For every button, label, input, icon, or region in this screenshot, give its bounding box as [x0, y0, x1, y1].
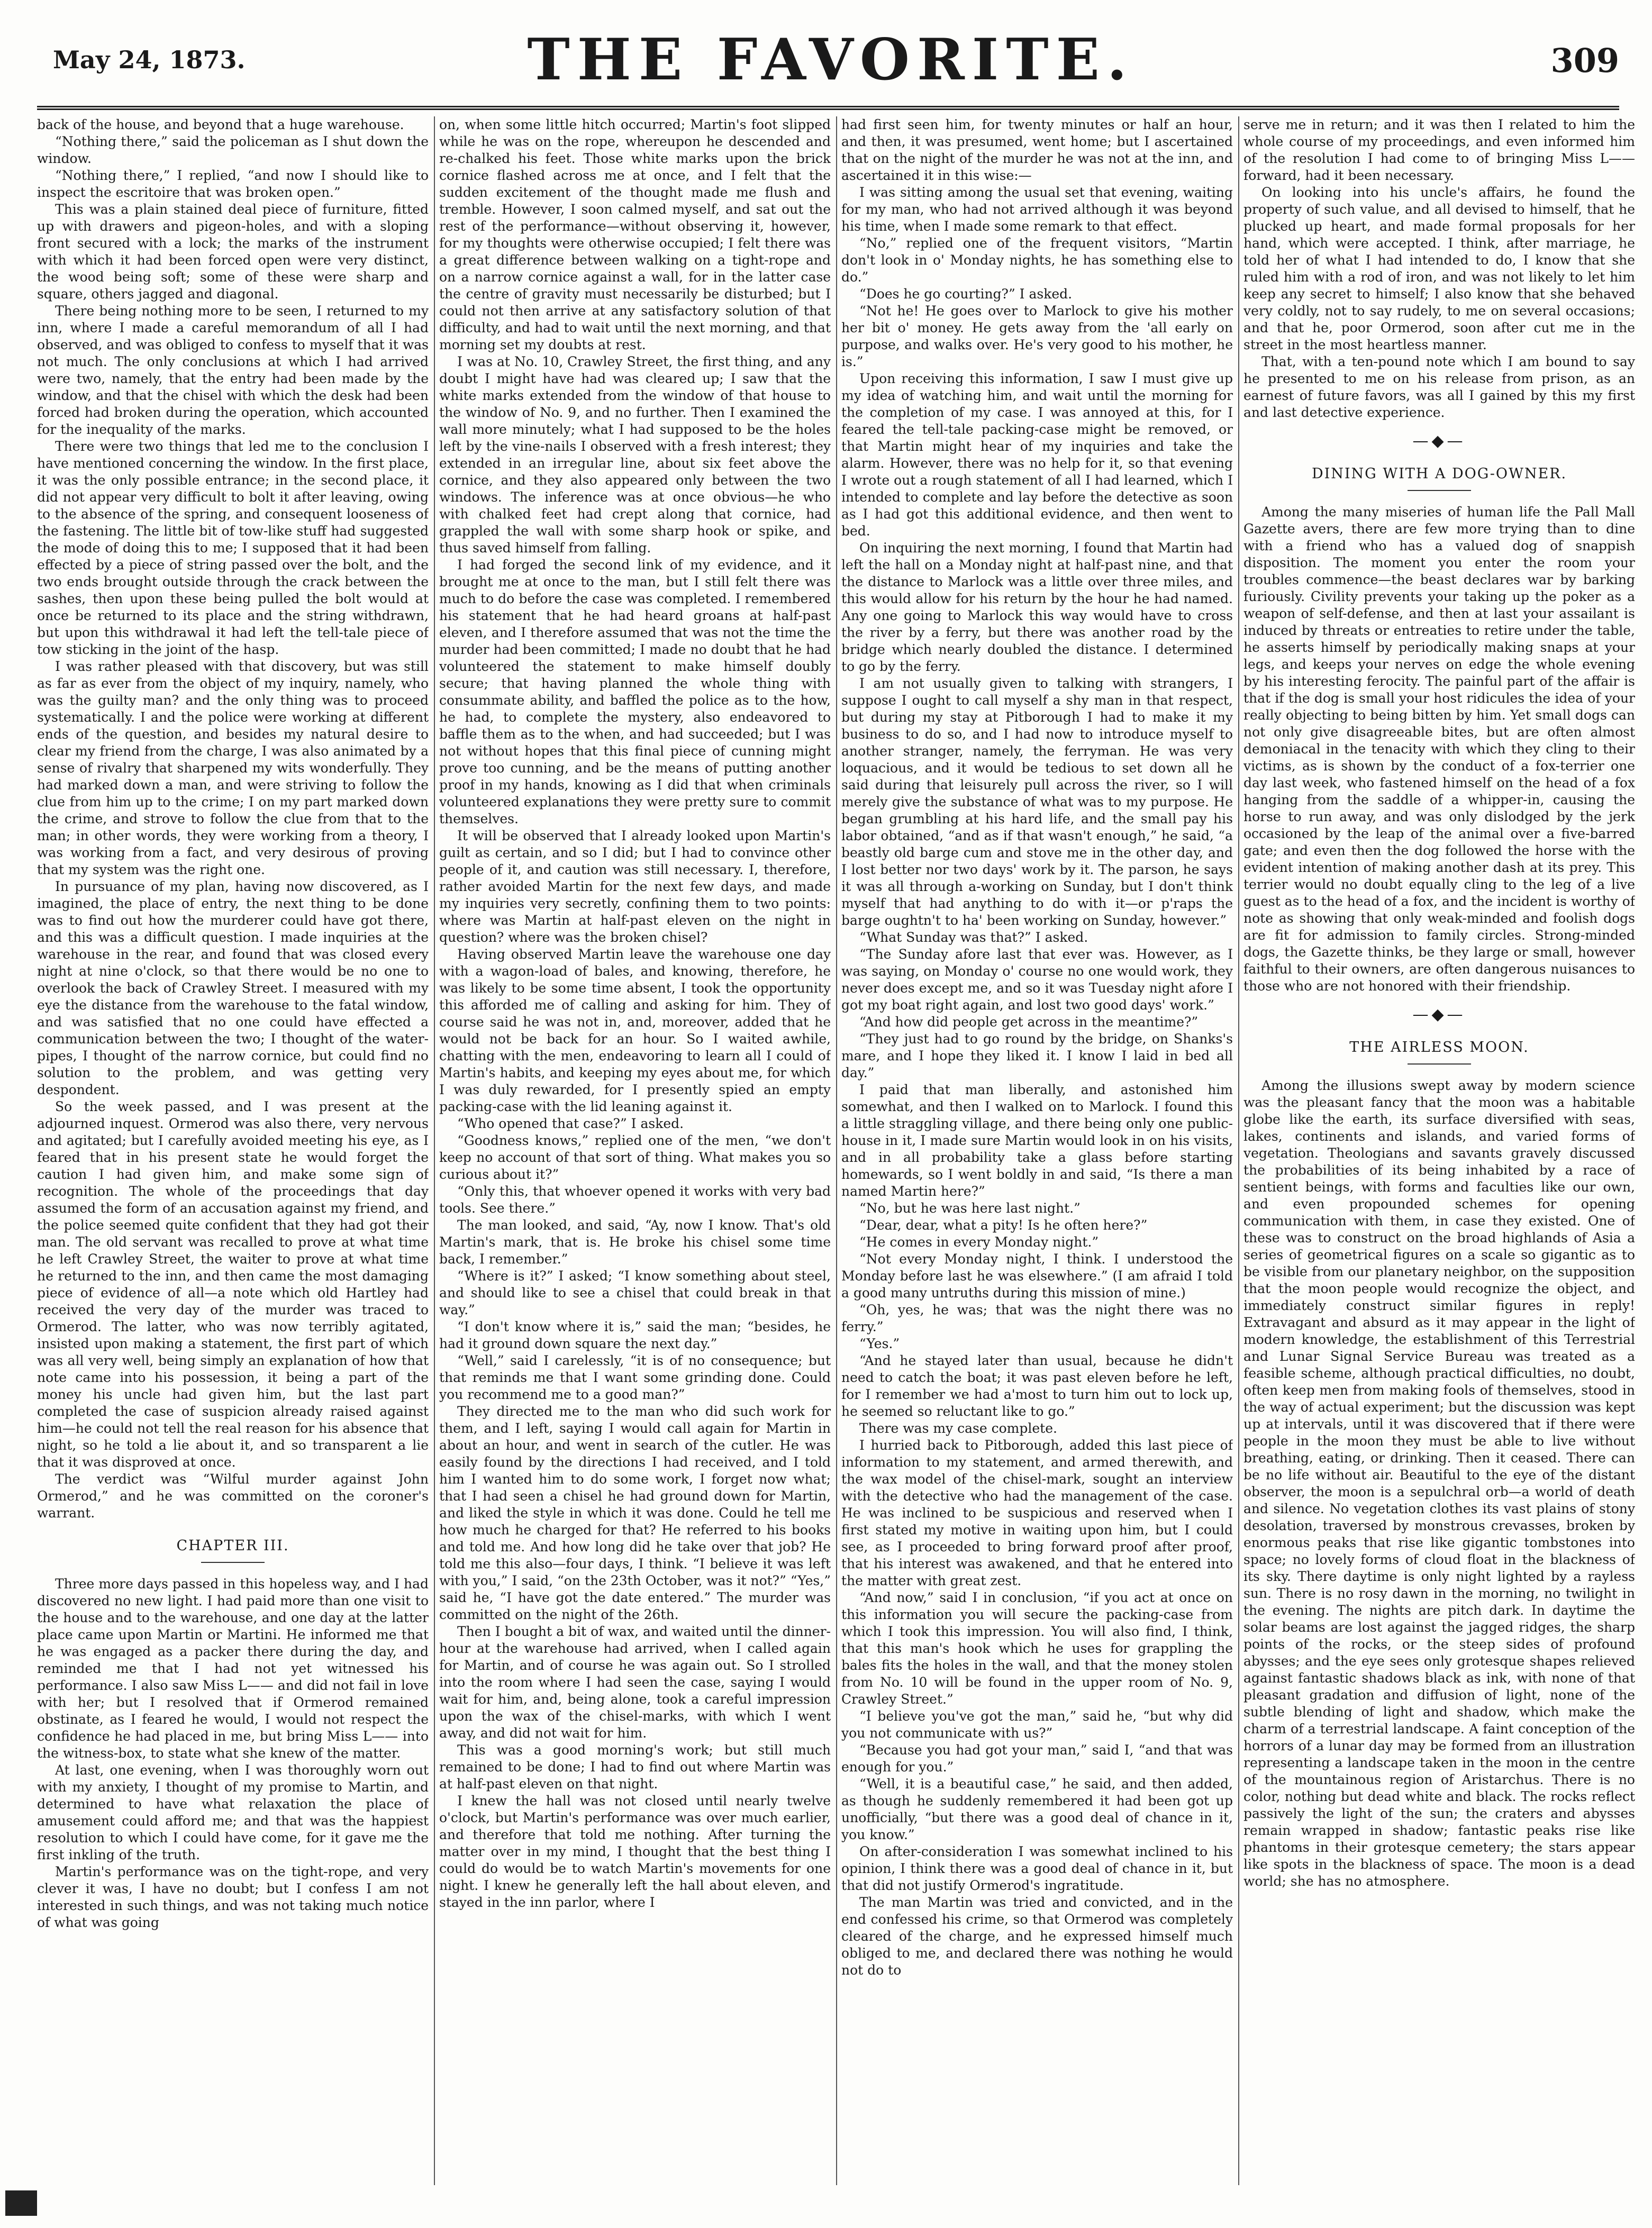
paragraph: “They just had to go round by the bridge, on Shanks's mare, and I hope they liked it. I know I laid in bed all day.”: [841, 1031, 1233, 1080]
paragraph: “And he stayed later than usual, because he didn't need to catch the boat; it was past eleven before he left, for I remember we had a'most to turn him out to lock up, he seemed so reluctant like to go.”: [841, 1353, 1233, 1419]
column-divider: [836, 116, 837, 2185]
paragraph: This was a plain stained deal piece of furniture, fitted up with drawers and pigeon-holes, and with a sloping front secured with a lock; the marks of the instrument with which it had been forced open were very distinct, the wood being soft; some of these were sharp and square, others jagged and diagonal.: [37, 202, 429, 302]
paragraph: “I believe you've got the man,” said he, “but why did you not communicate with us?”: [841, 1708, 1233, 1741]
article-heading: DINING WITH A DOG-OWNER.: [1311, 466, 1567, 482]
paragraph: “Yes.”: [859, 1336, 900, 1351]
masthead: [21, 26, 1640, 93]
paragraph: “Does he go courting?” I asked.: [859, 286, 1073, 302]
paragraph: I hurried back to Pitborough, added this last piece of information to my statement, and armed therewith, and the wax model of the chisel-mark, sought an interview with the detective who had the management of the case. He was inclined to be suspicious and reserved when I first stated my motive in waiting upon him, but I could see, as I proceeded to bring forward proof after proof, that his interest was awakened, and that he entered into the matter with great zest.: [841, 1438, 1233, 1588]
paragraph: This was a good morning's work; but still much remained to be done; I had to find out where Martin was at half-past eleven on that night.: [439, 1742, 831, 1792]
column-divider: [434, 116, 435, 2185]
paragraph: “Because you had got your man,” said I, “and that was enough for you.”: [841, 1742, 1233, 1775]
paragraph: “And how did people get across in the meantime?”: [859, 1014, 1199, 1030]
section-rule: [201, 1562, 265, 1563]
paragraph: serve me in return; and it was then I related to him the whole course of my proceedings, and even informed him of the resolution I had come to of bringing Miss L—— forward, had it been necessary.: [1243, 117, 1635, 183]
paragraph: I had forged the second link of my evidence, and it brought me at once to the man, but I still felt there was much to do before the case was completed. I remembered his statement that he had heard groans at half-past eleven, and I therefore assumed that was not the time the murder had been committed; I made no doubt that he had volunteered the statement to make himself doubly secure; that having planned the whole thing with consummate ability, and baffled the police as to the how, he had, to complete the mystery, also endeavored to baffle them as to the when, and had succeeded; but I was not without hopes that this final piece of cunning might prove too cunning, and be the means of putting another proof in my hands, knowing as I did that when criminals volunteered explanations they were pretty sure to commit themselves.: [439, 557, 831, 826]
paragraph: “Well,” said I carelessly, “it is of no consequence; but that reminds me that I want some grinding done. Could you recommend me to a good man?”: [439, 1353, 831, 1402]
paragraph: Martin's performance was on the tight-rope, and very clever it was, I have no doubt; but I confess I am not interested in such things, and was not taking much notice of what was going: [37, 1864, 429, 1930]
paragraph: “I don't know where it is,” said the man; “besides, he had it ground down square the next day.”: [439, 1319, 831, 1351]
paragraph: “He comes in every Monday night.”: [859, 1234, 1099, 1250]
paragraph: I was rather pleased with that discovery, but was still as far as ever from the object of my inquiry, namely, who was the guilty man? and the only thing was to proceed systematically. I and the police were working at different ends of the question, and besides my natural desire to clear my friend from the charge, I was also animated by a sense of rivalry that sharpened my wits wonderfully. They had marked down a man, and were striving to follow the clue from him up to the crime; I on my part marked down the crime, and strove to follow the clue from that to the man; in other words, they were working from a theory, I was working from a fact, and very desirous of proving that my system was the right one.: [37, 659, 429, 877]
section-ornament: —◆—: [1412, 432, 1466, 450]
issue-date: May 24, 1873.: [53, 46, 246, 74]
paragraph: On after-consideration I was somewhat inclined to his opinion, I think there was a good deal of chance in it, but that did not justify Ormerod's ingratitude.: [841, 1844, 1233, 1893]
column-2: [439, 116, 831, 2185]
paragraph: On inquiring the next morning, I found that Martin had left the hall on a Monday night at half-past nine, and that the distance to Marlock was a little over three miles, and this would allow for his return by the hour he had named. Any one going to Marlock this way would have to cross the river by a ferry, but there was another road by the bridge which nearly doubled the distance. I determined to go by the ferry.: [841, 540, 1233, 674]
paragraph: “Only this, that whoever opened it works with very bad tools. See there.”: [439, 1184, 831, 1216]
paragraph: I was sitting among the usual set that evening, waiting for my man, who had not arrived although it was beyond his time, when I made some remark to that effect.: [841, 185, 1233, 234]
paragraph: “The Sunday afore last that ever was. However, as I was saying, on Monday o' course no one would work, they never does except me, and so it was Tuesday night afore I got my boat right again, and lost two good days' work.”: [841, 947, 1233, 1013]
paragraph: “Oh, yes, he was; that was the night there was no ferry.”: [841, 1302, 1233, 1334]
section-ornament: —◆—: [1412, 1005, 1466, 1024]
column-3: [841, 116, 1233, 2185]
paragraph: Three more days passed in this hopeless way, and I had discovered no new light. I had paid more than one visit to the house and to the warehouse, and one day at the latter place came upon Martin or Martini. He informed me that he was engaged as a packer there during the day, and reminded me that I had not yet witnessed his performance. I also saw Miss L—— and did not fail in love with her; but I resolved that if Ormerod remained obstinate, as I feared he would, I would not respect the confidence he had placed in me, but bring Miss L—— into the witness-box, to state what she knew of the matter.: [37, 1576, 429, 1761]
paragraph: The verdict was “Wilful murder against John Ormerod,” and he was committed on the coroner's warrant.: [37, 1471, 429, 1521]
paragraph: “Not every Monday night, I think. I understood the Monday before last he was elsewhere.” (I am afraid I told a good many untruths during this mission of mine.): [841, 1251, 1233, 1301]
article-heading: THE AIRLESS MOON.: [1349, 1039, 1529, 1056]
paragraph: That, with a ten-pound note which I am bound to say he presented to me on his release from prison, as an earnest of future favors, was all I gained by this my first and last detective experience.: [1243, 354, 1635, 420]
paragraph: “Who opened that case?” I asked.: [457, 1116, 684, 1131]
paragraph: “Not he! He goes over to Marlock to give his mother her bit o' money. He gets away from the 'all early on purpose, and walks over. He's very good to his mother, he is.”: [841, 303, 1233, 369]
paragraph: Among the many miseries of human life the Pall Mall Gazette avers, there are few more trying than to dine with a friend who has a valued dog of snappish disposition. The moment you enter the room your troubles commence—the beast declares war by barking furiously. Civility prevents your taking up the poker as a weapon of self-defense, and then at last your assailant is induced by threats or entreaties to retire under the table, he asserts himself by periodically making snaps at your legs, and keeps your nerves on edge the whole evening by his interesting ferocity. The painful part of the affair is that if the dog is small your host ridicules the idea of your really objecting to being bitten by him. Yet small dogs can not only give disagreeable bites, but are often almost demoniacal in the tenacity with which they cling to their victims, as is shown by the conduct of a fox-terrier one day last week, who fastened himself on the head of a fox hanging from the saddle of a whipper-in, causing the horse to run away, and was only dislodged by the jerk occasioned by the leap of the animal over a five-barred gate; and even then the dog followed the horse with the evident intention of making another dash at its prey. This terrier would no doubt equally cling to the leg of a live guest as to the head of a fox, and the incident is worthy of note as showing that only weak-minded and foolish dogs are fit for admission to family circles. Strong-minded dogs, the Gazette thinks, be they large or small, however faithful to their owners, are often dangerous nuisances to those who are not honored with their friendship.: [1243, 504, 1635, 994]
paragraph: The man Martin was tried and convicted, and in the end confessed his crime, so that Ormerod was completely cleared of the charge, and he expressed himself much obliged to me, and declared there was nothing he would not do to: [841, 1895, 1233, 1978]
column-1: [37, 116, 429, 2185]
paragraph: “Where is it?” I asked; “I know something about steel, and should like to see a chisel that could break in that way.”: [439, 1268, 831, 1317]
paragraph: There being nothing more to be seen, I returned to my inn, where I made a careful memorandum of all I had observed, and was obliged to confess to myself that it was not much. The only conclusions at which I had arrived were two, namely, that the entry had been made by the window, and that the chisel with which the desk had been forced had broken during the operation, which accounted for the inequality of the marks.: [37, 303, 429, 437]
paragraph: “What Sunday was that?” I asked.: [859, 930, 1088, 945]
paragraph: “Well, it is a beautiful case,” he said, and then added, as though he suddenly remembered it had been got up unofficially, “but there was a good deal of chance in it, you know.”: [841, 1776, 1233, 1842]
paragraph: “Goodness knows,” replied one of the men, “we don't keep no account of that sort of thing. What makes you so curious about it?”: [439, 1133, 831, 1182]
paragraph: “Dear, dear, what a pity! Is he often here?”: [859, 1217, 1148, 1233]
paragraph: “Nothing there,” said the policeman as I shut down the window.: [37, 134, 429, 166]
paragraph: I paid that man liberally, and astonished him somewhat, and then I walked on to Marlock. I found this a little straggling village, and there being only one public-house in it, I made sure Martin would look in on his visits, and in all probability take a glass before starting homewards, so I went boldly in and said, “Is there a man named Martin here?”: [841, 1082, 1233, 1199]
paragraph: Then I bought a bit of wax, and waited until the dinner-hour at the warehouse had arrived, when I called again for Martin, and of course he was again out. So I strolled into the room where I had seen the case, saying I would wait for him, and, being alone, took a careful impression upon the wax of the chisel-marks, with which I went away, and did not wait for him.: [439, 1624, 831, 1741]
section-rule: [1408, 1063, 1471, 1065]
paragraph: The man looked, and said, “Ay, now I know. That's old Martin's mark, that is. He broke his chisel some time back, I remember.”: [439, 1217, 831, 1267]
paragraph: Having observed Martin leave the warehouse one day with a wagon-load of bales, and knowing, therefore, he was likely to be some time absent, I took the opportunity this afforded me of calling and asking for him. They of course said he was not in, and, moreover, added that he would not be back for an hour. So I waited awhile, chatting with the men, endeavoring to learn all I could of Martin's habits, and keeping my eyes about me, for which I was duly rewarded, for I presently spied an empty packing-case with the lid leaning against it.: [439, 947, 831, 1114]
paragraph: I knew the hall was not closed until nearly twelve o'clock, but Martin's performance was over much earlier, and therefore that told me nothing. After turning the matter over in my mind, I thought that the best thing I could do would be to watch Martin's movements for one night. I knew he generally left the hall about eleven, and stayed in the inn parlor, where I: [439, 1793, 831, 1910]
section-rule: [1408, 490, 1471, 491]
paragraph: on, when some little hitch occurred; Martin's foot slipped while he was on the rope, whereupon he descended and re-chalked his feet. Those white marks upon the brick cornice flashed across me at once, and I felt that the sudden excitement of the thought made me flush and tremble. However, I soon calmed myself, and sat out the rest of the performance—without observing it, however, for my thoughts were otherwise occupied; I felt there was a great difference between walking on a tight-rope and on a narrow cornice against a wall, for in the latter case the centre of gravity must necessarily be disturbed; but I could not then arrive at any satisfactory solution of that difficulty, and had to wait until the next morning, and that morning set my doubts at rest.: [439, 117, 831, 352]
paragraph: At last, one evening, when I was thoroughly worn out with my anxiety, I thought of my promise to Martin, and determined to have what relaxation the place of amusement could afford me; and that was the happiest resolution to which I could have come, for it gave me the first inkling of the truth.: [37, 1762, 429, 1862]
paragraph: “No,” replied one of the frequent visitors, “Martin don't look in o' Monday nights, he has something else to do.”: [841, 235, 1233, 285]
paragraph: Among the illusions swept away by modern science was the pleasant fancy that the moon was a habitable globe like the earth, its surface diversified with seas, lakes, continents and islands, and varied forms of vegetation. Theologians and savants gravely discussed the probabilities of its being inhabited by a race of sentient beings, with forms and faculties like our own, and even propounded schemes for opening communication with them, in case they existed. One of these was to construct on the broad highlands of Asia a series of geometrical figures on a scale so gigantic as to be visible from our planetary neighbor, on the supposition that the moon people would recognize the object, and immediately construct similar figures in reply! Extravagant and absurd as it may appear in the light of modern knowledge, the establishment of this Terrestrial and Lunar Signal Service Bureau was treated as a feasible scheme, although practical difficulties, no doubt, often keep men from making fools of themselves, stood in the way of actual experiment; but the discussion was kept up at intervals, until it was discovered that if there were people in the moon they must be able to live without breathing, eating, or drinking. Then it ceased. There can be no life without air. Beautiful to the eye of the distant observer, the moon is a sepulchral orb—a world of death and silence. No vegetation clothes its vast plains of stony desolation, traversed by monstrous crevasses, broken by enormous peaks that rise like gigantic tombstones into space; no lovely forms of cloud float in the blackness of its sky. There daytime is only night lighted by a rayless sun. There is no rosy dawn in the morning, no twilight in the evening. The nights are pitch dark. In daytime the solar beams are lost against the jagged ridges, the sharp points of the rocks, or the steep sides of profound abysses; and the eye sees only grotesque shapes relieved against fantastic shadows black as ink, with none of that pleasant gradation and diffusion of light, none of the subtle blending of light and shadow, which make the charm of a terrestrial landscape. A faint conception of the horrors of a lunar day may be formed from an illustration representing a landscape taken in the moon in the centre of the mountainous region of Aristarchus. There is no color, nothing but dead white and black. The rocks reflect passively the light of the sun; the craters and abysses remain wrapped in shadow; fantastic peaks rise like phantoms in their grotesque cemetery; the stars appear like spots in the blackness of space. The moon is a dead world; she has no atmosphere.: [1243, 1078, 1635, 1889]
chapter-heading: CHAPTER III.: [176, 1538, 289, 1554]
paragraph: They directed me to the man who did such work for them, and I left, saying I would call again for Martin in about an hour, and went in search of the cutler. He was easily found by the directions I had received, and I told him I wanted him to do some work, I forget now what; that I had seen a chisel he had ground down for Martin, and liked the style in which it was done. Could he tell me how much he charged for that? He referred to his books and told me. And how long did he take over that job? He told me this also—four days, I think. “I believe it was left with you,” I said, “on the 23th October, was it not?” “Yes,” said he, “I have got the date entered.” The murder was committed on the night of the 26th.: [439, 1404, 831, 1622]
paragraph: It will be observed that I already looked upon Martin's guilt as certain, and so I did; but I had to convince other people of it, and caution was still necessary. I, therefore, rather avoided Martin for the next few days, and made my inquiries very secretly, confining them to two points: where was Martin at half-past eleven on the night in question? where was the broken chisel?: [439, 828, 831, 945]
paragraph: back of the house, and beyond that a huge warehouse.: [37, 117, 404, 132]
paragraph: I am not usually given to talking with strangers, I suppose I ought to call myself a shy man in that respect, but during my stay at Pitborough I had to make it my business to do so, and I had now to introduce myself to another stranger, namely, the ferryman. He was very loquacious, and it would be tedious to set down all he said during that leisurely pull across the river, so I will merely give the substance of what was to my purpose. He began grumbling at his hard life, and the small pay his labor obtained, “and as if that wasn't enough,” he said, “a beastly old barge cum and stove me in the other day, and I lost better nor two days' work by it. The parson, he says it was all through a-working on Sunday, but I don't think myself that had anything to do with it—or p'raps the barge oughtn't to ha' been working on Sunday, however.”: [841, 676, 1233, 928]
paragraph: On looking into his uncle's affairs, he found the property of such value, and all devised to himself, that he plucked up heart, and made formal proposals for her hand, which were accepted. I think, after marriage, he told her of what I had intended to do, I know that she ruled him with a rod of iron, and was not likely to let him keep any secret to himself; I also know that she behaved very coldly, not to say rudely, to me on several occasions; and that he, poor Ormerod, soon after cut me in the street in the most heartless manner.: [1243, 185, 1635, 352]
column-4: [1243, 116, 1635, 2185]
paragraph: So the week passed, and I was present at the adjourned inquest. Ormerod was also there, very nervous and agitated; but I carefully avoided meeting his eye, as I feared that in his present state he would forget the caution I had given him, and make some sign of recognition. The whole of the proceedings that day assumed the form of an accusation against my friend, and the police seemed quite confident that they had got their man. The old servant was recalled to prove at what time he left Crawley Street, the waiter to prove at what time he returned to the inn, and then came the most damaging piece of evidence of all—a note which old Hartley had received the very day of the murder was traced to Ormerod. The latter, who was now terribly agitated, insisted upon making a statement, the first part of which was all very well, being simply an explanation of how that note came into his possession, it being a part of the money his uncle had given him, but the last part completed the case of suspicion already raised against him—he could not tell the real reason for his absence that night, so he told a lie about it, and so transparent a lie that it was disproved at once.: [37, 1099, 429, 1470]
paragraph: In pursuance of my plan, having now discovered, as I imagined, the place of entry, the next thing to be done was to find out how the murderer could have got there, and this was a difficult question. I made inquiries at the warehouse in the rear, and found that was closed every night at nine o'clock, so that there would be no one to overlook the back of Crawley Street. I measured with my eye the distance from the warehouse to the fatal window, and was satisfied that no one could have effected a communication between the two; I thought of the water-pipes, I thought of the narrow cornice, but could find no solution to the problem, and was getting very despondent.: [37, 879, 429, 1097]
newspaper-title: THE FAVORITE.: [527, 26, 1134, 93]
paragraph: “No, but he was here last night.”: [859, 1201, 1081, 1216]
paragraph: Upon receiving this information, I saw I must give up my idea of watching him, and wait until the morning for the completion of my case. I was annoyed at this, for I feared the tell-tale packing-case might be removed, or that Martin might hear of my inquiries and take the alarm. However, there was no help for it, so that evening I wrote out a rough statement of all I had learned, which I intended to complete and lay before the detective as soon as I had got this additional evidence, and then went to bed.: [841, 371, 1233, 539]
paragraph: had first seen him, for twenty minutes or half an hour, and then, it was presumed, went home; but I ascertained that on the night of the murder he was not at the inn, and ascertained it in this wise:—: [841, 117, 1233, 183]
paragraph: “And now,” said I in conclusion, “if you act at once on this information you will secure the packing-case from which I took this impression. You will also find, I think, that this man's hook which he uses for grappling the bales fits the holes in the wall, and that the money stolen from No. 10 will be found in the upper room of No. 9, Crawley Street.”: [841, 1590, 1233, 1707]
page-number: 309: [1550, 41, 1619, 80]
scan-edge-mark: [5, 2190, 37, 2216]
column-divider: [1238, 116, 1239, 2185]
paragraph: I was at No. 10, Crawley Street, the first thing, and any doubt I might have had was cleared up; I saw that the white marks extended from the window of that house to the window of No. 9, and no further. Then I examined the wall more minutely; what I had supposed to be the holes left by the vine-nails I observed with a fresh interest; they extended in an irregular line, about six feet above the cornice, and they also appeared only between the two windows. The inference was at once obvious—he who with chalked feet had crept along that cornice, had grappled the wall with some sharp hook or spike, and thus saved himself from falling.: [439, 354, 831, 556]
paragraph: “Nothing there,” I replied, “and now I should like to inspect the escritoire that was broken open.”: [37, 168, 429, 200]
header-rule: [37, 106, 1619, 110]
paragraph: There was my case complete.: [859, 1421, 1057, 1436]
paragraph: There were two things that led me to the conclusion I have mentioned concerning the window. In the first place, it was the only possible entrance; in the second place, it did not appear very difficult to bolt it after leaving, owing to the absence of the spring, and consequent looseness of the fastening. The little bit of tow-like stuff had suggested the mode of doing this to me; I supposed that it had been effected by a piece of string passed over the bolt, and the two ends brought outside through the crack between the sashes, then upon these being pulled the bolt would at once be returned to its place and the string withdrawn, but upon this withdrawal it had left the tell-tale piece of tow sticking in the joint of the hasp.: [37, 439, 429, 657]
